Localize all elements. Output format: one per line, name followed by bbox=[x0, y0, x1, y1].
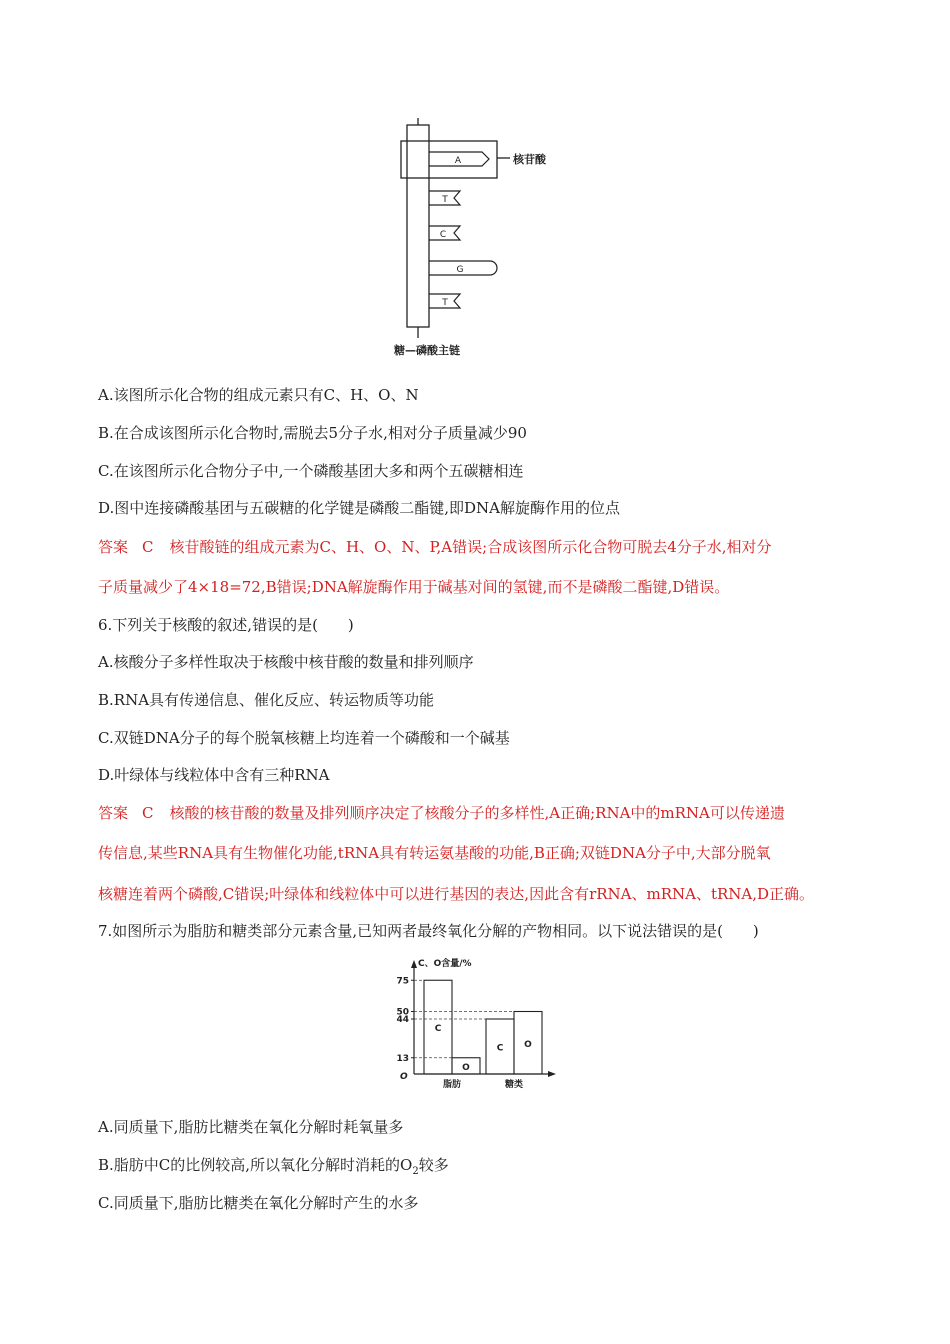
y-axis-arrow bbox=[411, 960, 417, 968]
q6-option-d: D.叶绿体与线粒体中含有三种RNA bbox=[98, 766, 330, 784]
q6-option-b: B.RNA具有传递信息、催化反应、转运物质等功能 bbox=[98, 691, 435, 709]
q7-option-c: C.同质量下,脂肪比糖类在氧化分解时产生的水多 bbox=[98, 1194, 419, 1212]
y-axis-label: C、O含量/% bbox=[418, 959, 472, 969]
y-tick-label-0: 13 bbox=[396, 1053, 409, 1064]
bar-label-0-1: O bbox=[462, 1062, 470, 1073]
backbone-label: 糖—磷酸主链 bbox=[394, 344, 460, 357]
base-g-label: G bbox=[456, 265, 464, 275]
base-a-label: A bbox=[454, 156, 462, 166]
q6-option-a: A.核酸分子多样性取决于核酸中核苷酸的数量和排列顺序 bbox=[98, 653, 474, 671]
q5-option-a: A.该图所示化合物的组成元素只有C、H、O、N bbox=[98, 386, 419, 404]
q7-option-b-subscript: 2 bbox=[412, 1166, 419, 1177]
q6-answer-line3: 核糖连着两个磷酸,C错误;叶绿体和线粒体中可以进行基因的表达,因此含有rRNA、mRNA、tRNA,D正确。 bbox=[98, 885, 815, 903]
q7-option-b-text: B.脂肪中C的比例较高,所以氧化分解时消耗的O bbox=[98, 1156, 413, 1174]
q5-answer-line1 bbox=[98, 537, 772, 557]
bar-label-0-0: C bbox=[434, 1024, 442, 1035]
base-c-label: C bbox=[439, 230, 447, 240]
sugar-phosphate-backbone bbox=[407, 125, 429, 327]
q6-stem: 6.下列关于核酸的叙述,错误的是( ) bbox=[98, 616, 354, 634]
q7-option-a: A.同质量下,脂肪比糖类在氧化分解时耗氧量多 bbox=[98, 1118, 404, 1136]
q7-stem: 7.如图所示为脂肪和糖类部分元素含量,已知两者最终氧化分解的产物相同。以下说法错误的是( ) bbox=[98, 922, 759, 940]
q5-answer-choice: C bbox=[142, 538, 154, 556]
base-t2-label: T bbox=[442, 298, 448, 308]
element-content-bar-chart bbox=[388, 952, 568, 1092]
base-t-label: T bbox=[442, 195, 448, 205]
q5-answer-line2: 子质量减少了4×18=72,B错误;DNA解旋酶作用于碱基对间的氢键,而不是磷酸二酯键,D错误。 bbox=[98, 578, 730, 596]
q5-answer-text1: 核苷酸链的组成元素为C、H、O、N、P,A错误;合成该图所示化合物可脱去4分子水,相对分 bbox=[169, 538, 772, 556]
origin-label: O bbox=[400, 1072, 408, 1082]
q5-option-d: D.图中连接磷酸基团与五碳糖的化学键是磷酸二酯键,即DNA解旋酶作用的位点 bbox=[98, 499, 621, 517]
bar-label-1-1: O bbox=[524, 1039, 532, 1050]
q7-option-b bbox=[98, 1155, 449, 1182]
y-tick-label-3: 75 bbox=[396, 976, 409, 987]
q6-option-c: C.双链DNA分子的每个脱氧核糖上均连着一个磷酸和一个碱基 bbox=[98, 729, 510, 747]
q6-answer-text1: 核酸的核苷酸的数量及排列顺序决定了核酸分子的多样性,A正确;RNA中的mRNA可以传递遗 bbox=[169, 804, 785, 822]
nucleotide-box bbox=[401, 141, 497, 178]
category-label-0: 脂肪 bbox=[442, 1080, 462, 1090]
nucleotide-chain-diagram bbox=[390, 118, 600, 363]
x-axis-arrow bbox=[548, 1071, 556, 1077]
q7-option-b-text-end: 较多 bbox=[418, 1156, 449, 1174]
q6-answer-tag: 答案 bbox=[98, 804, 129, 822]
q5-option-b: B.在合成该图所示化合物时,需脱去5分子水,相对分子质量减少90 bbox=[98, 424, 527, 442]
q6-answer-line1 bbox=[98, 803, 785, 823]
y-tick-label-1: 44 bbox=[396, 1015, 409, 1025]
q6-answer-choice: C bbox=[142, 804, 154, 822]
category-label-1: 糖类 bbox=[504, 1080, 524, 1090]
nucleotide-label: 核苷酸 bbox=[513, 153, 546, 166]
q5-option-c: C.在该图所示化合物分子中,一个磷酸基团大多和两个五碳糖相连 bbox=[98, 462, 524, 480]
q6-answer-line2: 传信息,某些RNA具有生物催化功能,tRNA具有转运氨基酸的功能,B正确;双链DNA分子中,大部分脱氧 bbox=[98, 844, 771, 862]
y-tick-label-2: 50 bbox=[396, 1007, 409, 1018]
q5-answer-tag: 答案 bbox=[98, 538, 129, 556]
bar-label-1-0: C bbox=[496, 1043, 504, 1054]
